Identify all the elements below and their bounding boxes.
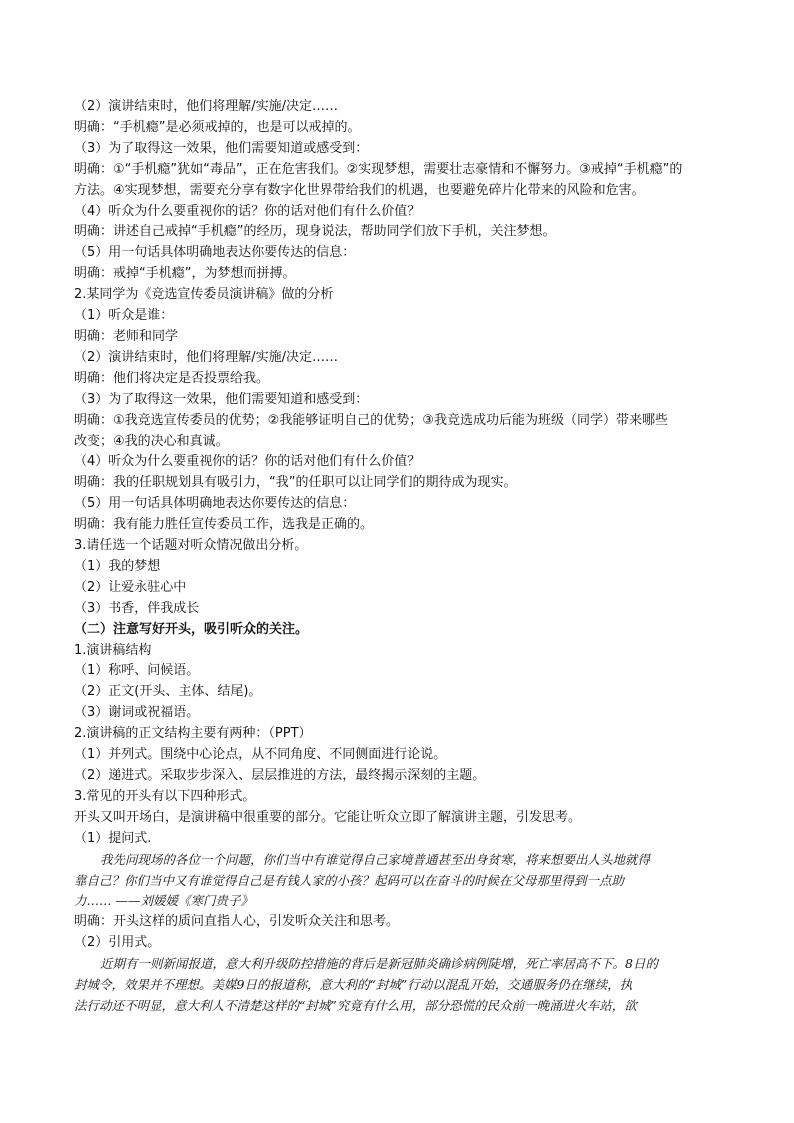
text-line: （2）递进式。采取步步深入、层层推进的方法，最终揭示深刻的主题。 (74, 768, 486, 783)
text-line: （3）谢词或祝福语。 (74, 705, 200, 721)
text-line: 明确：老师和同学 (74, 328, 179, 344)
section-heading: 2.某同学为《竞选宣传委员演讲稿》做的分析 (74, 287, 334, 303)
text-line: （1）并列式。围绕中心论点，从不同角度、不同侧面进行论说。 (74, 747, 447, 763)
quote-line: 封城令，效果并不理想。美媒9日的报道称，意大利的“封城”行动以混乱开始，交通服务仍在继续，执 (74, 977, 633, 993)
quote-line: 靠自己？你们当中又有谁觉得自己是有钱人家的小孩？起码可以在奋斗的时候在父母那里得到一点助 (74, 872, 625, 888)
text-line: 开头又叫开场白，是演讲稿中很重要的部分。它能让听众立即了解演讲主题，引发思考。 (74, 809, 582, 825)
text-line: 明确：戒掉“手机瘾”，为梦想而拼搏。 (74, 266, 296, 282)
text-line: （3）书香，伴我成长 (74, 600, 200, 616)
text-line: （4）听众为什么要重视你的话？你的话对他们有什么价值？ (74, 203, 421, 219)
text-line: （2）演讲结束时，他们将理解/实施/决定…… (74, 349, 339, 365)
text-line: （5）用一句话具体明确地表达你要传达的信息： (74, 496, 356, 512)
text-line: （1）称呼、问候语。 (74, 663, 200, 679)
text-line: 明确：我的任职规划具有吸引力，“我”的任职可以让同学们的期待成为现实。 (74, 475, 517, 491)
section-heading: 3.常见的开头有以下四种形式。 (74, 788, 256, 804)
text-line: （2）正文(开头、主体、结尾)。 (74, 684, 262, 700)
text-line: 明确：①“手机瘾”犹如“毒品”，正在危害我们。②实现梦想，需要壮志豪情和不懈努力。③戒掉“手机瘾”的 (74, 161, 683, 177)
quote-line: 我先问现场的各位一个问题，你们当中有谁觉得自己家境普通甚至出身贫寒，将来想要出人头地就得 (100, 851, 651, 867)
text-line: 明确：他们将决定是否投票给我。 (74, 370, 270, 386)
text-line: （4）听众为什么要重视你的话？你的话对他们有什么价值？ (74, 454, 421, 470)
text-line: （5）用一句话具体明确地表达你要传达的信息： (74, 245, 356, 261)
text-line: （3）为了取得这一效果，他们需要知道和感受到： (74, 391, 369, 407)
text-line: 明确：我有能力胜任宣传委员工作，选我是正确的。 (74, 517, 374, 533)
text-line: 方法。④实现梦想，需要充分享有数字化世界带给我们的机遇，也要避免碎片化带来的风险和危害。 (74, 182, 645, 198)
section-heading: 1.演讲稿结构 (74, 642, 152, 658)
text-line: （2）引用式。 (74, 935, 161, 951)
document-page (74, 97, 734, 1017)
text-line: （2）让爱永驻心中 (74, 579, 187, 595)
quote-line: 力…… ——刘媛媛《寒门贵子》 (74, 893, 253, 909)
section-heading: 2.演讲稿的正文结构主要有两种：（PPT） (74, 726, 312, 742)
quote-line: 法行动还不明显，意大利人不清楚这样的“封城”究竟有什么用，部分恐慌的民众前一晚涌进火车站，欲 (74, 997, 637, 1013)
text-line: 改变；④我的决心和真诚。 (74, 433, 229, 449)
text-line: （2）演讲结束时，他们将理解/实施/决定…… (74, 99, 339, 114)
section-heading: 3.请任选一个话题对听众情况做出分析。 (74, 538, 308, 554)
quote-line: 近期有一则新闻报道，意大利升级防控措施的背后是新冠肺炎确诊病例陡增，死亡率居高不下。8日的 (100, 956, 658, 972)
text-line: 明确：开头这样的质问直指人心，引发听众关注和思考。 (74, 914, 400, 930)
text-line: （1）听众是谁： (74, 308, 174, 324)
text-line: 明确：讲述自己戒掉“手机瘾”的经历，现身说法，帮助同学们放下手机，关注梦想。 (74, 224, 556, 240)
text-line: 明确：①我竞选宣传委员的优势；②我能够证明自己的优势；③我竞选成功后能为班级（同学）带来哪些 (74, 412, 668, 428)
bold-section-heading: （二）注意写好开头，吸引听众的关注。 (74, 621, 309, 637)
text-line: （1）提问式. (74, 830, 152, 846)
text-line: 明确：“手机瘾”是必须戒掉的，也是可以戒掉的。 (74, 119, 361, 135)
text-line: （1）我的梦想 (74, 558, 161, 574)
text-line: （3）为了取得这一效果，他们需要知道或感受到： (74, 140, 369, 156)
